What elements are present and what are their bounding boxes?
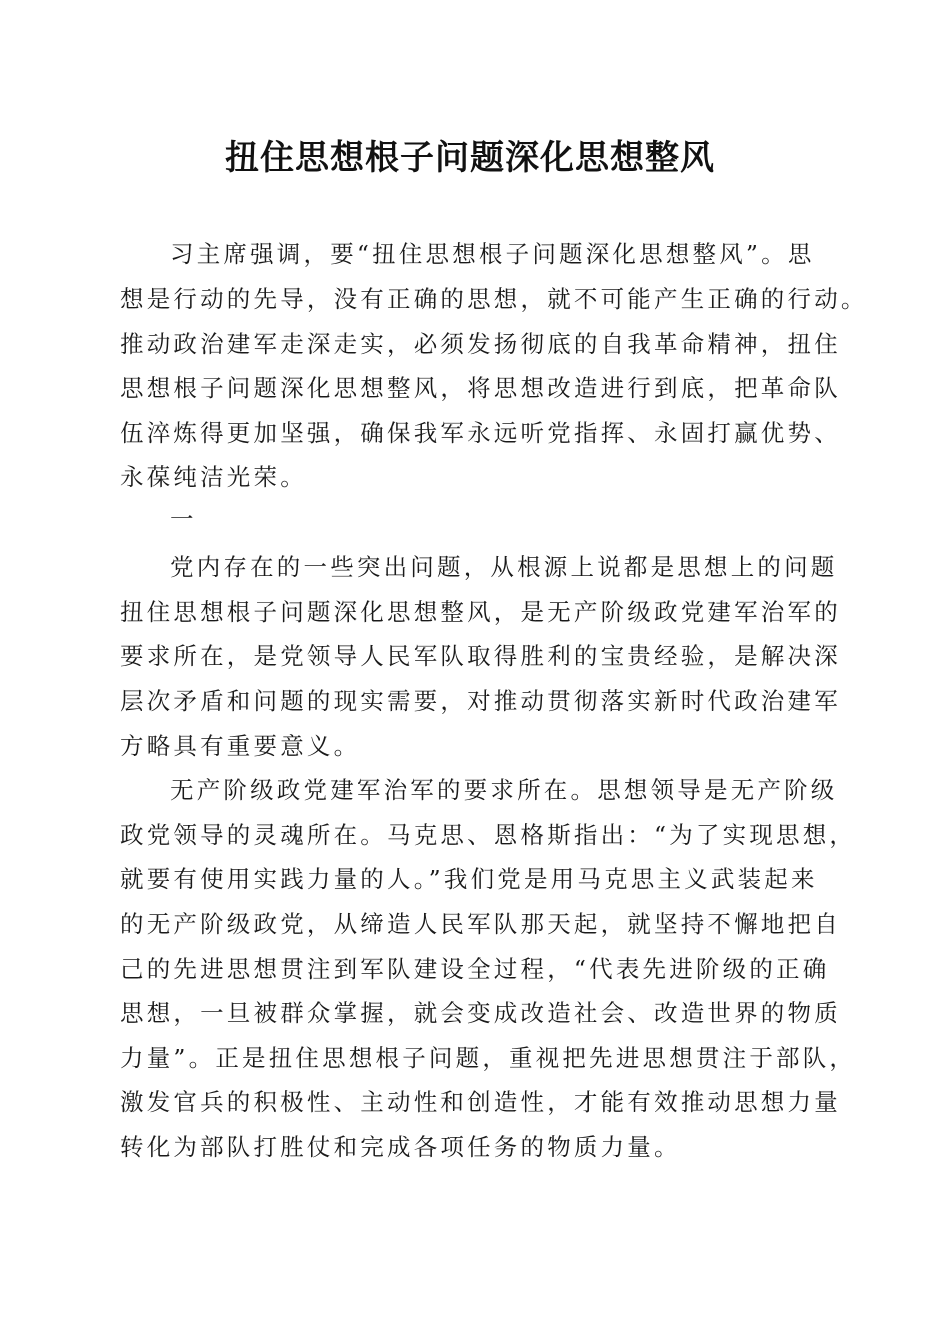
paragraph-line: 的无产阶级政党，从缔造人民军队那天起，就坚持不懈地把自 [120,910,841,938]
paragraph-line: 党内存在的一些突出问题，从根源上说都是思想上的问题 [170,553,838,581]
paragraph-line: 政党领导的灵魂所在。马克思、恩格斯指出：“为了实现思想， [120,821,857,849]
paragraph-line: 激发官兵的积极性、主动性和创造性，才能有效推动思想力量 [120,1088,841,1116]
paragraph-line: 伍淬炼得更加坚强，确保我军永远听党指挥、永固打赢优势、 [120,419,841,447]
paragraph-line: 层次矛盾和问题的现实需要，对推动贯彻落实新时代政治建军 [120,687,841,715]
paragraph-line: 无产阶级政党建军治军的要求所在。思想领导是无产阶级 [170,776,838,804]
paragraph-line: 推动政治建军走深走实，必须发扬彻底的自我革命精神，扭住 [120,330,841,358]
section-number: 一 [170,505,197,533]
document-title: 扭住思想根子问题深化思想整风 [225,138,715,178]
paragraph-line: 思想根子问题深化思想整风，将思想改造进行到底，把革命队 [120,374,841,402]
paragraph-line: 己的先进思想贯注到军队建设全过程，“代表先进阶级的正确 [120,955,830,983]
paragraph-line: 就要有使用实践力量的人。”我们党是用马克思主义武装起来 [120,865,818,893]
paragraph-line: 方略具有重要意义。 [120,732,361,760]
paragraph-line: 想是行动的先导，没有正确的思想，就不可能产生正确的行动。 [120,285,868,313]
paragraph-line: 扭住思想根子问题深化思想整风，是无产阶级政党建军治军的 [120,598,841,626]
paragraph-line: 要求所在，是党领导人民军队取得胜利的宝贵经验，是解决深 [120,642,841,670]
paragraph-line: 永葆纯洁光荣。 [120,463,307,491]
paragraph-line: 习主席强调，要“扭住思想根子问题深化思想整风”。思 [170,240,815,268]
paragraph-line: 转化为部队打胜仗和完成各项任务的物质力量。 [120,1133,681,1161]
paragraph-line: 思想，一旦被群众掌握，就会变成改造社会、改造世界的物质 [120,999,841,1027]
paragraph-line: 力量”。正是扭住思想根子问题，重视把先进思想贯注于部队， [120,1044,857,1072]
